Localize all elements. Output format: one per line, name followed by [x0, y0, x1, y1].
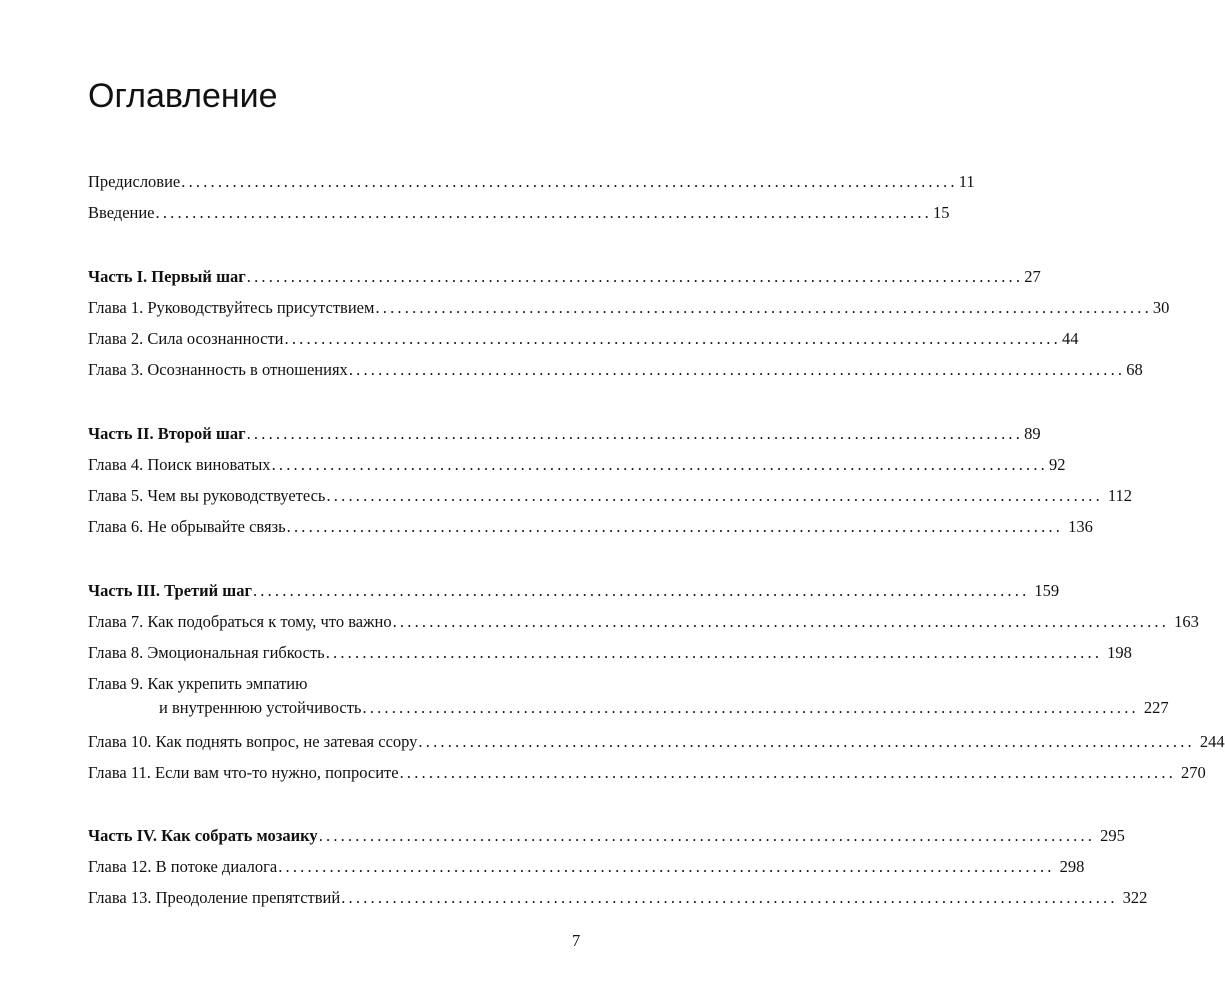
toc-entry-chapter-10[interactable] — [88, 731, 1225, 753]
toc-entry-page: 322 — [1122, 888, 1148, 907]
toc-entry-page: 295 — [1100, 826, 1125, 845]
toc-entry-chapter-7[interactable] — [88, 611, 1199, 633]
toc-entry-chapter-6[interactable] — [88, 516, 1093, 538]
toc-entry-part-4[interactable] — [88, 825, 1125, 847]
toc-entry-label: Часть I. Первый шаг — [88, 267, 246, 286]
toc-entry-page: 44 — [1061, 329, 1079, 348]
toc-leader-dots: .......................................................................................................... — [341, 888, 1118, 907]
toc-entry-label: Глава 11. Если вам что-то нужно, попросите — [88, 763, 399, 782]
toc-entry-chapter-8[interactable] — [88, 642, 1132, 664]
toc-entry-page: 136 — [1068, 517, 1093, 536]
toc-entry-chapter-13[interactable] — [88, 887, 1148, 909]
toc-entry-label: Часть IV. Как собрать мозаику — [88, 826, 318, 845]
toc-entry-part-1[interactable] — [88, 266, 1041, 288]
toc-entry-chapter-11[interactable] — [88, 762, 1206, 784]
toc-entry-chapter-12[interactable] — [88, 856, 1085, 878]
toc-entry-preface[interactable] — [88, 171, 975, 193]
toc-entry-label: Глава 6. Не обрывайте связь — [88, 517, 286, 536]
toc-entry-page: 227 — [1143, 698, 1169, 717]
toc-leader-dots: .......................................................................................................... — [325, 643, 1103, 662]
toc-entry-page: 27 — [1024, 267, 1041, 286]
toc-entry-introduction[interactable] — [88, 202, 950, 224]
toc-entry-label: Часть II. Второй шаг — [88, 424, 246, 443]
toc-leader-dots: .......................................................................................................... — [286, 517, 1064, 536]
toc-entry-label: Глава 2. Сила осознанности — [88, 329, 284, 348]
toc-entry-label: Глава 5. Чем вы руководствуетесь — [88, 486, 326, 505]
toc-entry-page: 89 — [1024, 424, 1041, 443]
toc-entry-label: Глава 7. Как подобраться к тому, что важно — [88, 612, 392, 631]
toc-entry-page: 11 — [958, 172, 975, 191]
toc-entry-chapter-2[interactable] — [88, 328, 1079, 350]
toc-entry-chapter-9[interactable] — [159, 697, 1169, 719]
toc-leader-dots: .......................................................................................................... — [246, 267, 1024, 286]
toc-entry-chapter-5[interactable] — [88, 485, 1133, 507]
page-title: Оглавление — [88, 77, 278, 115]
toc-entry-label: Глава 12. В потоке диалога — [88, 857, 278, 876]
toc-leader-dots: .......................................................................................................... — [348, 360, 1126, 379]
toc-entry-page: 92 — [1049, 455, 1066, 474]
toc-leader-dots: .......................................................................................................... — [252, 581, 1030, 600]
toc-entry-label: Предисловие — [88, 172, 181, 191]
toc-leader-dots: .......................................................................................................... — [326, 486, 1103, 505]
toc-entry-page: 163 — [1174, 612, 1199, 631]
page-number: 7 — [572, 931, 581, 950]
toc-entry-label: Глава 4. Поиск виноватых — [88, 455, 271, 474]
toc-entry-chapter-1[interactable] — [88, 297, 1170, 319]
toc-entry-label: Глава 13. Преодоление препятствий — [88, 888, 341, 907]
toc-entry-page: 30 — [1152, 298, 1170, 317]
toc-leader-dots: .......................................................................................................... — [181, 172, 958, 191]
toc-leader-dots: .......................................................................................................... — [246, 424, 1024, 443]
toc-leader-dots: .......................................................................................................... — [418, 732, 1195, 751]
toc-entry-chapter-9-line1[interactable]: Глава 9. Как укрепить эмпатию — [88, 674, 308, 693]
toc-entry-label: и внутреннюю устойчивость — [159, 698, 362, 717]
toc-entry-label: Глава 10. Как поднять вопрос, не затевая ссору — [88, 732, 418, 751]
toc-leader-dots: .......................................................................................................... — [271, 455, 1049, 474]
toc-entry-page: 198 — [1107, 643, 1132, 662]
toc-leader-dots: .......................................................................................................... — [362, 698, 1139, 717]
toc-leader-dots: .......................................................................................................... — [318, 826, 1096, 845]
toc-entry-page: 298 — [1059, 857, 1085, 876]
toc-entry-page: 112 — [1107, 486, 1133, 505]
toc-entry-label: Глава 8. Эмоциональная гибкость — [88, 643, 325, 662]
toc-entry-page: 159 — [1034, 581, 1060, 600]
toc-entry-chapter-4[interactable] — [88, 454, 1066, 476]
toc-entry-page: 15 — [932, 203, 950, 222]
toc-entry-label: Глава 3. Осознанность в отношениях — [88, 360, 348, 379]
toc-entry-part-2[interactable] — [88, 423, 1041, 445]
toc-leader-dots: .......................................................................................................... — [278, 857, 1055, 876]
toc-leader-dots: .......................................................................................................... — [375, 298, 1152, 317]
toc-entry-chapter-3[interactable] — [88, 359, 1143, 381]
toc-leader-dots: .......................................................................................................... — [155, 203, 932, 222]
toc-leader-dots: .......................................................................................................... — [284, 329, 1061, 348]
toc-entry-page: 244 — [1199, 732, 1225, 751]
toc-entry-label: Глава 1. Руководствуйтесь присутствием — [88, 298, 375, 317]
toc-entry-page: 68 — [1126, 360, 1143, 379]
toc-entry-label: Введение — [88, 203, 155, 222]
toc-leader-dots: .......................................................................................................... — [399, 763, 1177, 782]
toc-leader-dots: .......................................................................................................... — [392, 612, 1170, 631]
toc-entry-page: 270 — [1181, 763, 1206, 782]
toc-entry-part-3[interactable] — [88, 580, 1060, 602]
toc-entry-label: Часть III. Третий шаг — [88, 581, 252, 600]
